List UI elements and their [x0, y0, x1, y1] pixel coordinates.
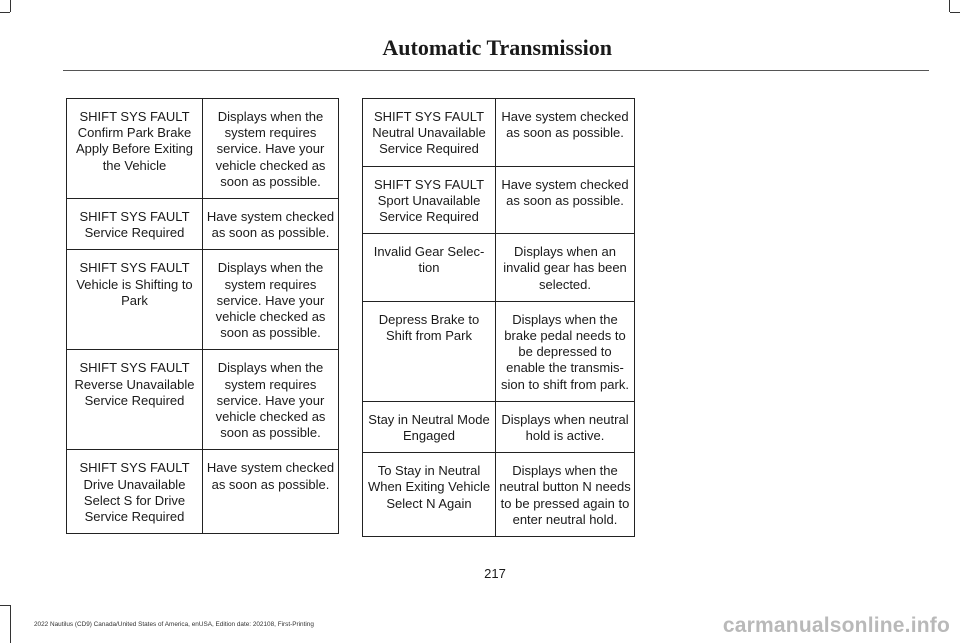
table-row — [67, 450, 339, 534]
table-row — [67, 199, 339, 250]
message-table-left — [66, 98, 339, 534]
table-row — [363, 234, 635, 302]
table-row — [363, 453, 635, 537]
message-cell: SHIFT SYS FAULT Sport Unavailable Service Required — [363, 166, 496, 234]
crop-mark-top-right-vertical — [949, 0, 950, 12]
description-cell: Displays when neutral hold is active. — [496, 401, 635, 452]
description-cell: Have system checked as soon as possible. — [203, 199, 339, 250]
message-cell: SHIFT SYS FAULT Service Required — [67, 199, 203, 250]
description-cell: Displays when the brake pedal needs to be depressed to enable the transmis-sion to shift from park. — [496, 301, 635, 401]
description-cell: Displays when the system requires service. Have your vehicle checked as soon as possible. — [203, 250, 339, 350]
message-cell: SHIFT SYS FAULT Vehicle is Shifting to Park — [67, 250, 203, 350]
message-cell: To Stay in Neutral When Exiting Vehicle Select N Again — [363, 453, 496, 537]
message-cell: Depress Brake to Shift from Park — [363, 301, 496, 401]
table-row — [67, 250, 339, 350]
crop-mark-bottom-left-horizontal — [0, 605, 10, 606]
crop-mark-top-right-horizontal — [950, 12, 960, 13]
page-title: Automatic Transmission — [382, 35, 612, 60]
crop-mark-top-left-vertical — [10, 0, 11, 12]
message-cell: SHIFT SYS FAULT Drive Unavailable Select S for Drive Service Required — [67, 450, 203, 534]
message-cell: Invalid Gear Selec-tion — [363, 234, 496, 302]
description-cell: Displays when the neutral button N needs to be pressed again to enter neutral hold. — [496, 453, 635, 537]
table-row — [363, 99, 635, 167]
table-row — [363, 166, 635, 234]
description-cell: Displays when the system requires service. Have your vehicle checked as soon as possible. — [203, 350, 339, 450]
edition-footer: 2022 Nautilus (CD9) Canada/United States of America, enUSA, Edition date: 202108, First-Printing — [34, 621, 314, 628]
table-row — [67, 350, 339, 450]
header-rule — [63, 70, 929, 71]
description-cell: Displays when the system requires service. Have your vehicle checked as soon as possible. — [203, 99, 339, 199]
description-cell: Displays when an invalid gear has been selected. — [496, 234, 635, 302]
table-row — [363, 301, 635, 401]
description-cell: Have system checked as soon as possible. — [496, 166, 635, 234]
description-cell: Have system checked as soon as possible. — [496, 99, 635, 167]
table-row — [67, 99, 339, 199]
watermark-text: carmanualsonline.info — [722, 614, 950, 637]
table-row — [363, 401, 635, 452]
page-number: 217 — [484, 566, 506, 581]
message-cell: Stay in Neutral Mode Engaged — [363, 401, 496, 452]
message-table-right — [362, 98, 635, 537]
message-cell: SHIFT SYS FAULT Confirm Park Brake Apply Before Exiting the Vehicle — [67, 99, 203, 199]
crop-mark-top-left-horizontal — [0, 12, 10, 13]
crop-mark-bottom-left-vertical — [10, 605, 11, 643]
message-cell: SHIFT SYS FAULT Reverse Unavailable Service Required — [67, 350, 203, 450]
description-cell: Have system checked as soon as possible. — [203, 450, 339, 534]
message-cell: SHIFT SYS FAULT Neutral Unavailable Service Required — [363, 99, 496, 167]
